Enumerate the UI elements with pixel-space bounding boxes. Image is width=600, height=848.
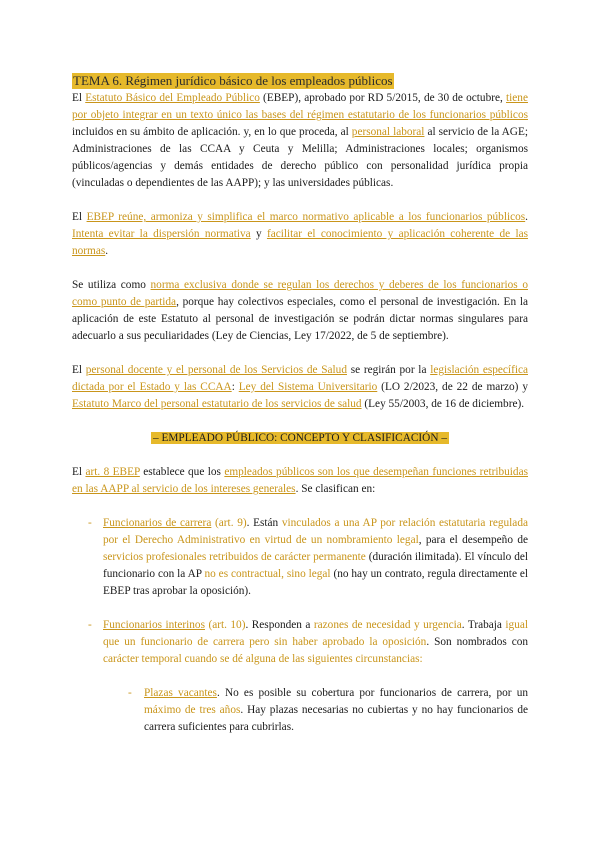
section-heading <box>72 430 528 447</box>
paragraph-norma-exclusiva <box>72 277 528 345</box>
text: Se utiliza como <box>72 279 151 291</box>
text: . <box>525 211 528 223</box>
highlight-funcionarios-interinos: Funcionarios interinos <box>103 619 205 631</box>
text-temporal: carácter temporal cuando se dé alguna de las siguientes circunstancias: <box>103 653 423 665</box>
highlight-art8: art. 8 EBEP <box>85 466 140 478</box>
text: , porque hay colectivos especiales, como el personal de investigación. En la aplicación de este Estatuto al personal de investigación se podrán dictar normas singulares para adecuarlo a sus peculiaridades (Ley de Ciencias, Ley 17/2022, de 5 de septiembre). <box>72 296 528 342</box>
text-necesidad: razones de necesidad y urgencia <box>313 619 462 631</box>
text: (no hay un contrato, regula directamente el EBEP tras aprobar la oposición). <box>103 568 529 597</box>
list-item-funcionarios-carrera <box>72 515 528 600</box>
text: . <box>105 245 109 257</box>
highlight-personal-laboral: personal laboral <box>351 126 425 138</box>
highlight-dispersion: Intenta evitar la dispersión normativa <box>72 228 251 240</box>
text: . Son nombrados con <box>426 636 528 648</box>
text: El <box>72 92 86 104</box>
highlight-ley-universitario: Ley del Sistema Universitario <box>238 381 378 393</box>
text-art10: (art. 10) <box>204 619 246 631</box>
text: (EBEP), aprobado por RD 5/2015, de 30 de octubre, <box>259 92 507 104</box>
text-servicios: servicios profesionales retribuidos de carácter permanente <box>103 551 366 563</box>
text: . No es posible su cobertura por funcionarios de carrera, por un <box>216 687 528 699</box>
text: . Responden a <box>245 619 314 631</box>
text: al servicio de la AGE; Administraciones de las CCAA y Ceuta y Melilla; Administraciones locales; organismos públicos/agencias y demás entidades de derecho público con personalidad jurídica propia (vinculadas o dependientes de las AAPP); y las universidades públicas. <box>72 126 528 189</box>
text: establece que los <box>139 466 225 478</box>
text: se regirán por la <box>346 364 431 376</box>
text: : <box>231 381 239 393</box>
paragraph-art8 <box>72 464 528 498</box>
highlight-estatuto-marco: Estatuto Marco del personal estatutario de los servicios de salud <box>72 398 362 410</box>
list-dash: - <box>88 619 92 631</box>
highlight-norma-exclusiva: norma exclusiva donde se regulan los derechos y deberes de los funcionarios o como punto de partida <box>72 279 528 308</box>
text: y <box>250 228 267 240</box>
highlight-personal-docente: personal docente y el personal de los Servicios de Salud <box>85 364 347 376</box>
paragraph-ebep-reune <box>72 209 528 260</box>
section-heading-text: – EMPLEADO PÚBLICO: CONCEPTO Y CLASIFICACIÓN – <box>153 432 447 444</box>
list-subitem-plazas-vacantes <box>72 685 528 736</box>
paragraph-ebep-intro <box>72 90 528 192</box>
text-art9: (art. 9) <box>211 517 247 529</box>
text-no-contractual: no es contractual, sino legal <box>204 568 331 580</box>
highlight-funcionarios-carrera: Funcionarios de carrera <box>103 517 212 529</box>
text: . Están <box>246 517 282 529</box>
highlight-legislacion: legislación específica dictada por el Estado y las CCAA <box>72 364 528 393</box>
list-item-funcionarios-interinos <box>72 617 528 668</box>
text: incluidos en su ámbito de aplicación. y, en lo que proceda, al <box>72 126 352 138</box>
highlight-objeto: tiene por objeto integrar en un texto único las bases del régimen estatutario de los funcionarios públicos <box>72 92 528 121</box>
text: El <box>72 211 87 223</box>
highlight-reune: EBEP reúne, armoniza y simplifica el marco normativo aplicable a los funcionarios públicos <box>86 211 526 223</box>
highlight-plazas-vacantes: Plazas vacantes <box>144 687 217 699</box>
text-tres-anos: máximo de tres años <box>144 704 241 716</box>
text: , para el desempeño de <box>418 534 528 546</box>
list-dash: - <box>128 687 132 699</box>
text: . Trabaja <box>461 619 506 631</box>
text-igual: igual que un funcionario de carrera pero sin haber aprobado la oposición <box>103 619 528 648</box>
text-vinculados: vinculados a una AP por relación estatutaria regulada por el Derecho Administrativo en virtud de un nombramiento legal <box>103 517 528 546</box>
text: El <box>72 466 86 478</box>
paragraph-personal-docente <box>72 362 528 413</box>
text: El <box>72 364 86 376</box>
text: . Se clasifican en: <box>295 483 376 495</box>
list-dash: - <box>88 517 92 529</box>
highlight-conocimiento: facilitar el conocimiento y aplicación coherente de las normas <box>72 228 529 257</box>
text: (LO 2/2023, de 22 de marzo) y <box>377 381 528 393</box>
text: (Ley 55/2003, de 16 de diciembre). <box>361 398 525 410</box>
document-content <box>72 72 528 736</box>
text: . Hay plazas necesarias no cubiertas y no hay funcionarios de carrera suficientes para cubrirlas. <box>144 704 528 733</box>
highlight-ebep: Estatuto Básico del Empleado Público <box>85 92 260 104</box>
page-title: TEMA 6. Régimen jurídico básico de los empleados públicos <box>73 73 393 88</box>
highlight-definicion: empleados públicos son los que desempeñan funciones retribuidas en las AAPP al servicio de los intereses generales <box>72 466 528 495</box>
text: (duración ilimitada). El vínculo del funcionario con la AP <box>103 551 528 580</box>
